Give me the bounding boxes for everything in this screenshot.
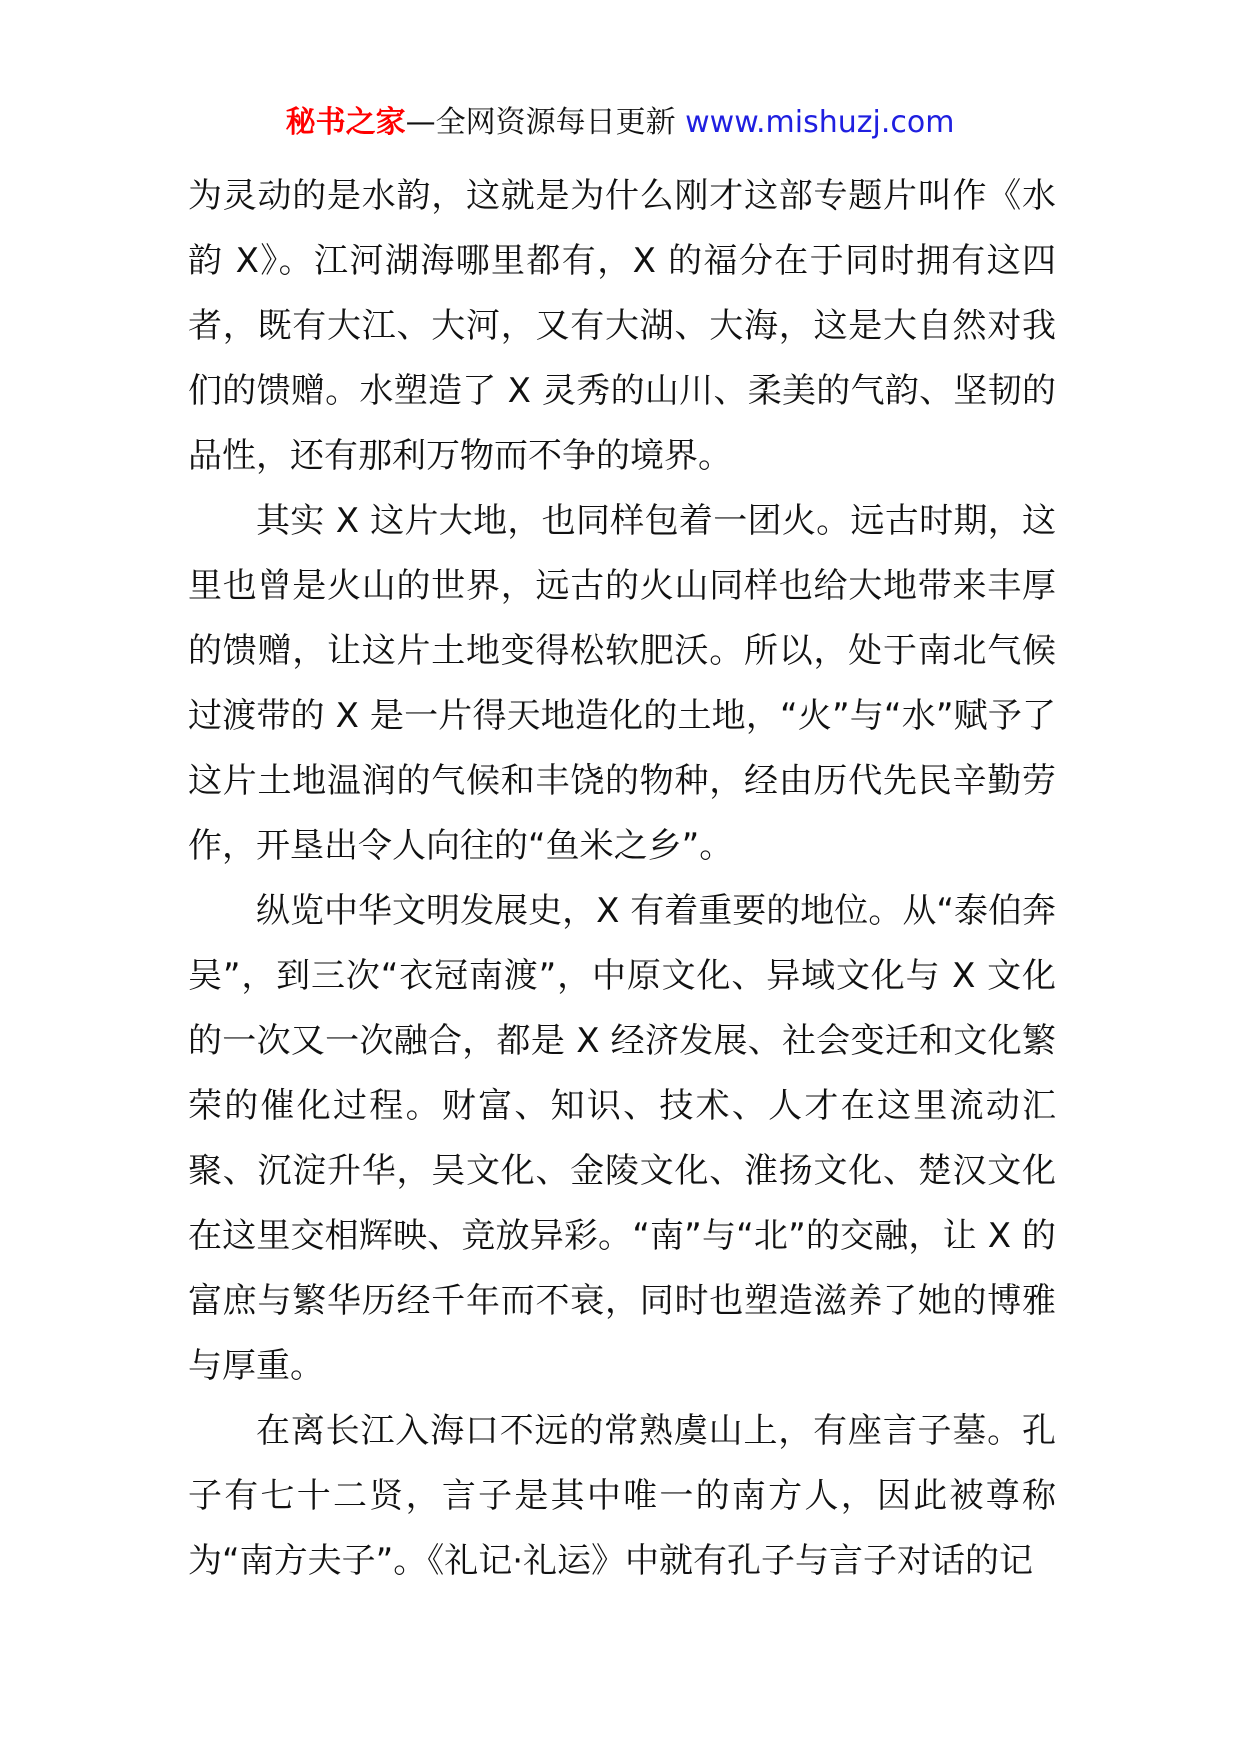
paragraph-yanzi: 在离长江入海口不远的常熟虞山上，有座言子墓。孔子有七十二贤，言子是其中唯一的南方人，因此被尊称为“南方夫子”。《礼记·礼运》中就有孔子与言子对话的记 bbox=[188, 1411, 1056, 1581]
header-tagline: —全网资源每日更新 bbox=[405, 105, 676, 140]
paragraph-continued: 为灵动的是水韵，这就是为什么刚才这部专题片叫作《水韵 X》。江河湖海哪里都有，X 的福分在于同时拥有这四者，既有大江、大河，又有大湖、大海，这是大自然对我们的馈赠。水塑造了 X 灵秀的山川、柔美的气韵、坚韧的品性，还有那利万物而不争的境界。 bbox=[188, 176, 1056, 476]
paragraph-fire: 其实 X 这片大地，也同样包着一团火。远古时期，这里也曾是火山的世界，远古的火山同样也给大地带来丰厚的馈赠，让这片土地变得松软肥沃。所以，处于南北气候过渡带的 X 是一片得天地造化的土地，“火”与“水”赋予了这片土地温润的气候和丰饶的物种，经由历代先民辛勤劳作，开垦出令人向往的“鱼米之乡”。 bbox=[188, 501, 1056, 866]
paragraph-history: 纵览中华文明发展史，X 有着重要的地位。从“泰伯奔吴”，到三次“衣冠南渡”，中原文化、异域文化与 X 文化的一次又一次融合，都是 X 经济发展、社会变迁和文化繁荣的催化过程。财富、知识、技术、人才在这里流动汇聚、沉淀升华，吴文化、金陵文化、淮扬文化、楚汉文化在这里交相辉映、竞放异彩。“南”与“北”的交融，让 X 的富庶与繁华历经千年而不衰，同时也塑造滋养了她的博雅与厚重。 bbox=[188, 891, 1056, 1386]
page-header bbox=[0, 100, 1240, 146]
website-link[interactable]: www.mishuzj.com bbox=[685, 105, 955, 140]
brand-name: 秘书之家 bbox=[285, 105, 406, 140]
document-body bbox=[188, 164, 1056, 1594]
